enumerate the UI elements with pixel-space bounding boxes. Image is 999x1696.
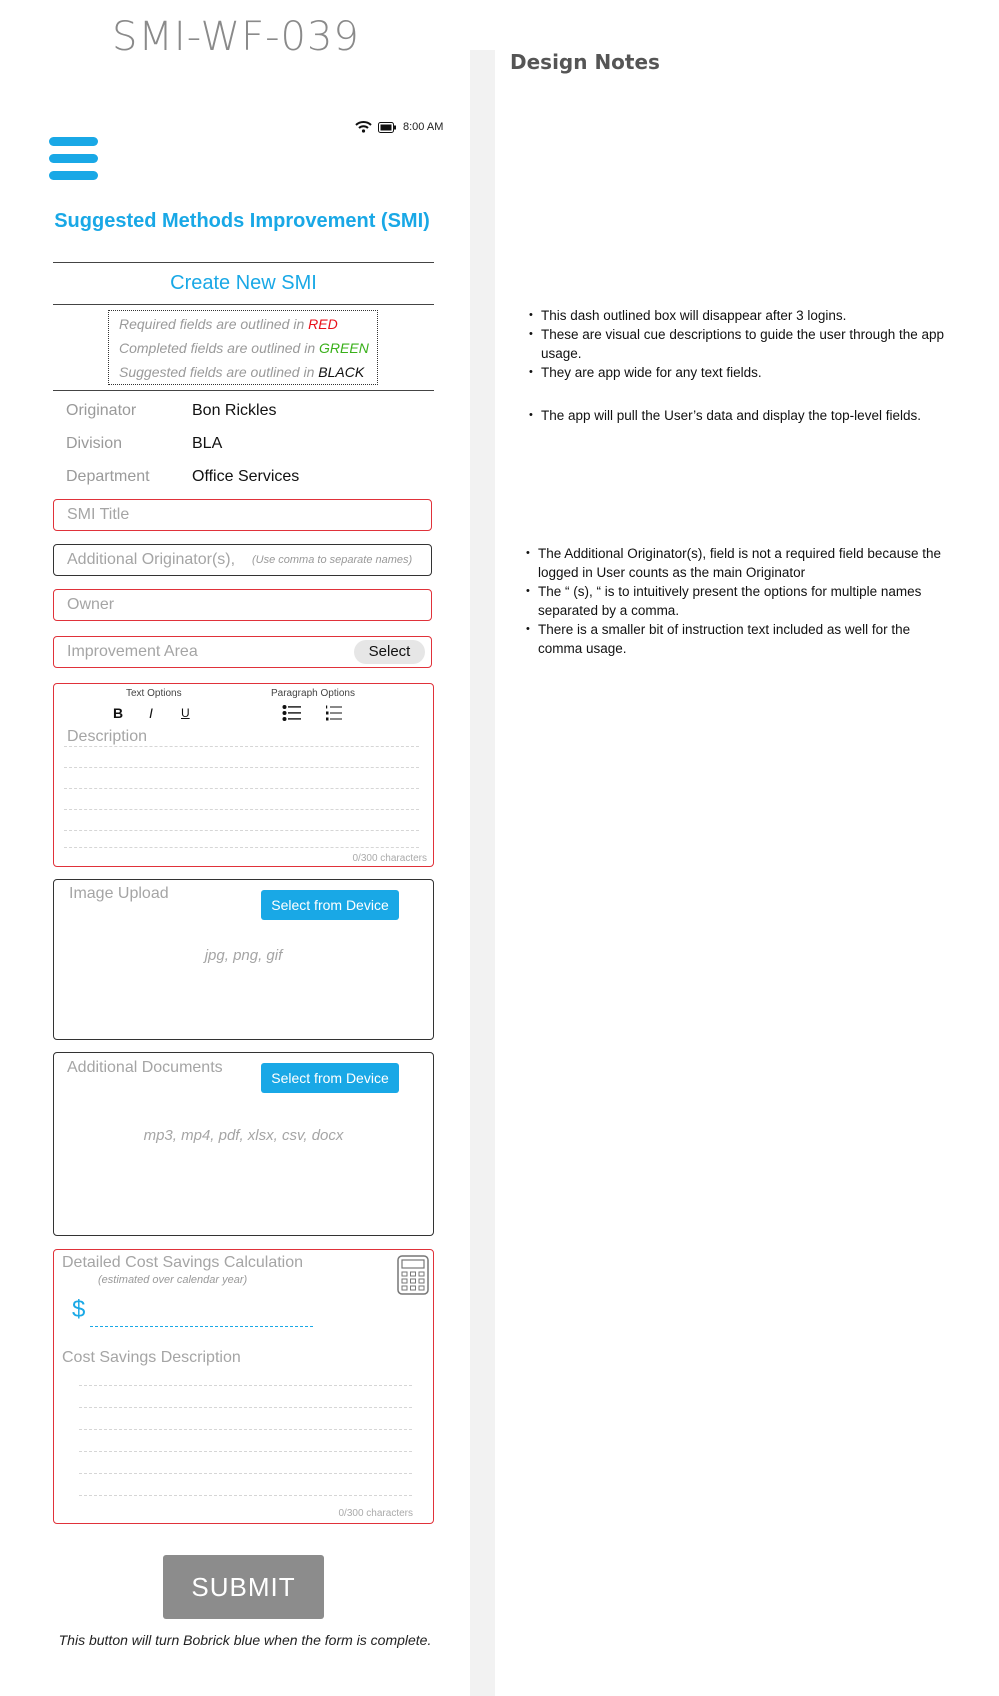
additional-originators-hint: (Use comma to separate names)	[252, 554, 413, 566]
additional-originators-field[interactable]	[53, 544, 432, 576]
division-value: BLA	[192, 435, 223, 452]
document-id: SMI-WF-039	[112, 14, 360, 60]
text-line	[64, 746, 419, 747]
panel-divider	[470, 50, 495, 1696]
cost-amount-input[interactable]	[90, 1326, 313, 1327]
legend-completed	[119, 340, 369, 356]
text-line	[79, 1407, 412, 1408]
cost-savings-description-placeholder: Cost Savings Description	[62, 1349, 241, 1366]
note-item: • This dash outlined box will disappear after 3 logins.	[527, 306, 947, 325]
text-options-label: Text Options	[126, 688, 182, 699]
paragraph-options-label: Paragraph Options	[271, 688, 355, 699]
description-box[interactable]	[53, 683, 434, 867]
text-line	[79, 1473, 412, 1474]
italic-button[interactable]: I	[149, 705, 153, 721]
document-file-types: mp3, mp4, pdf, xlsx, csv, docx	[143, 1127, 344, 1144]
status-bar	[355, 121, 443, 133]
department-value: Office Services	[192, 468, 300, 485]
status-time: 8:00 AM	[403, 121, 444, 133]
notes-legend-group	[527, 306, 947, 382]
legend-suggested	[119, 364, 364, 380]
description-placeholder: Description	[67, 728, 148, 745]
submit-button[interactable]: SUBMIT	[163, 1555, 324, 1619]
image-upload-box[interactable]	[53, 879, 434, 1040]
additional-documents-box[interactable]	[53, 1052, 434, 1236]
legend-black-word: BLACK	[318, 364, 365, 380]
department-label: Department	[66, 468, 150, 485]
legend-red-word: RED	[308, 316, 338, 332]
note-item: • There is a smaller bit of instruction text included as well for the comma usage.	[524, 620, 952, 658]
screen-title: Create New SMI	[170, 272, 317, 294]
cost-savings-label: Detailed Cost Savings Calculation	[62, 1254, 304, 1271]
cost-savings-box[interactable]	[53, 1249, 434, 1524]
improvement-area-placeholder: Improvement Area	[67, 643, 198, 660]
legend-required-text: Required fields are outlined in	[119, 316, 309, 332]
text-line	[79, 1385, 412, 1386]
additional-originators-placeholder: Additional Originator(s),	[67, 551, 236, 568]
text-line	[64, 830, 419, 831]
divider	[53, 304, 434, 305]
smi-title-placeholder: SMI Title	[67, 506, 130, 523]
cost-savings-sublabel: (estimated over calendar year)	[98, 1274, 248, 1286]
bullet-list-icon[interactable]	[282, 704, 302, 722]
divider	[53, 262, 434, 263]
documents-select-from-device-button[interactable]: Select from Device	[261, 1063, 399, 1093]
note-item: • The Additional Originator(s), field is not a required field because the logged in User counts as the main Originator	[524, 544, 952, 582]
image-select-from-device-button[interactable]: Select from Device	[261, 890, 399, 920]
note-item: • The “ (s), “ is to intuitively present the options for multiple names separated by a comma.	[524, 582, 952, 620]
notes-originators-group	[524, 544, 952, 658]
description-character-counter: 0/300 characters	[352, 853, 427, 864]
owner-field[interactable]	[53, 589, 432, 621]
field-color-legend	[108, 310, 378, 385]
text-line	[64, 809, 419, 810]
division-label: Division	[66, 435, 123, 452]
image-file-types: jpg, png, gif	[204, 947, 283, 964]
note-item: • They are app wide for any text fields.	[527, 363, 947, 382]
currency-symbol: $	[72, 1296, 86, 1323]
text-line	[79, 1429, 412, 1430]
text-line	[64, 788, 419, 789]
legend-green-word: GREEN	[319, 340, 369, 356]
owner-placeholder: Owner	[67, 596, 115, 613]
legend-suggested-text: Suggested fields are outlined in	[119, 364, 319, 380]
legend-completed-text: Completed fields are outlined in	[119, 340, 320, 356]
app-title: Suggested Methods Improvement (SMI)	[54, 210, 430, 232]
note-item: • These are visual cue descriptions to guide the user through the app usage.	[527, 325, 947, 363]
originator-value: Bon Rickles	[192, 402, 277, 419]
cost-savings-character-counter: 0/300 characters	[338, 1508, 413, 1519]
additional-documents-label: Additional Documents	[67, 1059, 223, 1076]
text-line	[64, 847, 419, 848]
text-line	[79, 1451, 412, 1452]
menu-icon[interactable]	[49, 137, 99, 181]
underline-button[interactable]: U	[181, 706, 190, 720]
text-line	[64, 767, 419, 768]
battery-icon	[378, 122, 397, 133]
legend-required	[119, 316, 338, 332]
text-line	[79, 1495, 412, 1496]
bold-button[interactable]: B	[113, 705, 124, 721]
note-item: • The app will pull the User’s data and display the top-level fields.	[527, 406, 967, 425]
numbered-list-icon[interactable]	[325, 704, 343, 722]
calculator-icon[interactable]	[397, 1255, 429, 1295]
notes-user-data-group	[527, 406, 967, 425]
wifi-icon	[355, 121, 372, 133]
design-notes-title: Design Notes	[510, 50, 660, 74]
divider	[53, 390, 434, 391]
submit-button-note: This button will turn Bobrick blue when the form is complete.	[58, 1632, 432, 1648]
improvement-area-field[interactable]	[53, 636, 432, 668]
image-upload-label: Image Upload	[69, 885, 169, 902]
originator-label: Originator	[66, 402, 137, 419]
smi-title-field[interactable]	[53, 499, 432, 531]
improvement-area-select-button[interactable]: Select	[354, 640, 425, 664]
